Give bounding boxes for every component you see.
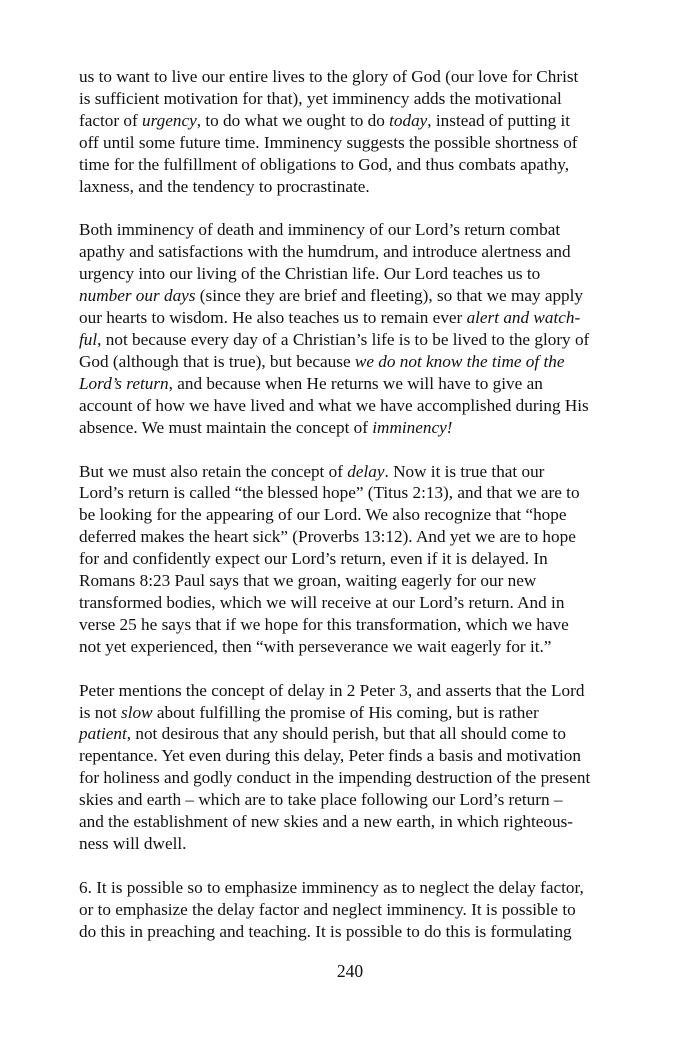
text-line: [79, 461, 639, 483]
text-line: [79, 132, 639, 154]
text-segment: us to want to live our entire lives to the glory of God (our love for Christ: [79, 67, 579, 86]
italic-text-segment: delay: [347, 461, 385, 481]
text-line: [79, 351, 639, 373]
text-segment: not yet experienced, then “with perseverance we wait eagerly for it.”: [79, 636, 552, 656]
text-segment: urgency into our living of the Christian life. Our Lord teaches us to: [79, 264, 541, 284]
text-segment: or to emphasize the delay factor and neglect imminency. It is possible to: [79, 899, 576, 919]
text-line: [79, 219, 639, 241]
paragraph: [79, 219, 639, 438]
text-line: [79, 176, 639, 198]
text-segment: 6. It is possible so to emphasize imminency as to neglect the delay factor,: [79, 877, 584, 897]
text-segment: is sufficient motivation for that), yet imminency adds the motivational: [79, 88, 562, 108]
text-segment: , to do what we ought to do: [196, 110, 390, 130]
text-segment: skies and earth – which are to take place following our Lord’s return –: [79, 790, 563, 810]
text-line: [79, 811, 639, 833]
text-line: [79, 154, 639, 176]
text-line: [79, 723, 639, 745]
text-segment: and the establishment of new skies and a new earth, in which righteous-: [79, 812, 574, 832]
text-line: [79, 877, 639, 899]
italic-text-segment: alert and watch-: [466, 308, 581, 328]
paragraph: [79, 461, 639, 658]
text-line: [79, 66, 639, 88]
text-segment: be looking for the appearing of our Lord. We also recognize that “hope: [79, 505, 567, 525]
italic-text-segment: ful: [79, 329, 98, 349]
text-line: [79, 241, 639, 263]
paragraph: [79, 877, 639, 943]
text-segment: repentance. Yet even during this delay, Peter finds a basis and motivation: [79, 746, 581, 766]
text-line: [79, 548, 639, 570]
text-segment: absence. We must maintain the concept of: [79, 417, 373, 437]
text-line: [79, 88, 639, 110]
text-segment: Both imminency of death and imminency of our Lord’s return combat: [79, 220, 561, 240]
text-line: [79, 614, 639, 636]
text-segment: God (although that is true), but because: [79, 351, 355, 371]
text-segment: for and confidently expect our Lord’s return, even if it is delayed. In: [79, 549, 548, 569]
italic-text-segment: patient: [79, 724, 127, 744]
paragraph: [79, 680, 639, 855]
paragraph: [79, 66, 639, 197]
text-line: [79, 833, 639, 855]
text-segment: laxness, and the tendency to procrastinate.: [79, 176, 370, 196]
text-line: [79, 395, 639, 417]
text-segment: time for the fulfillment of obligations to God, and thus combats apathy,: [79, 154, 570, 174]
text-segment: , instead of putting it: [427, 110, 571, 130]
text-line: [79, 307, 639, 329]
text-line: [79, 745, 639, 767]
text-segment: for holiness and godly conduct in the impending destruction of the present: [79, 768, 591, 788]
text-line: [79, 110, 639, 132]
text-segment: . Now it is true that our: [384, 461, 545, 481]
text-segment: our hearts to wisdom. He also teaches us to remain ever: [79, 308, 467, 328]
text-segment: , not desirous that any should perish, but that all should come to: [126, 724, 566, 744]
italic-text-segment: imminency!: [372, 417, 453, 437]
text-segment: deferred makes the heart sick” (Proverbs 13:12). And yet we are to hope: [79, 527, 576, 547]
text-line: [79, 570, 639, 592]
text-segment: verse 25 he says that if we hope for this transformation, which we have: [79, 614, 569, 634]
text-segment: , and because when He returns we will have to give an: [168, 373, 543, 393]
text-segment: Peter mentions the concept of delay in 2 Peter 3, and asserts that the Lord: [79, 680, 585, 700]
text-line: [79, 767, 639, 789]
text-line: [79, 680, 639, 702]
body-text: [79, 66, 639, 965]
text-line: [79, 592, 639, 614]
text-line: [79, 263, 639, 285]
text-segment: about fulfilling the promise of His coming, but is rather: [152, 702, 539, 722]
text-line: [79, 789, 639, 811]
text-line: [79, 504, 639, 526]
italic-text-segment: number our days: [79, 286, 196, 306]
text-segment: ness will dwell.: [79, 834, 187, 853]
text-segment: account of how we have lived and what we have accomplished during His: [79, 395, 589, 415]
italic-text-segment: slow: [121, 702, 153, 722]
italic-text-segment: urgency: [142, 110, 197, 130]
text-line: [79, 285, 639, 307]
text-line: [79, 636, 639, 658]
text-line: [79, 373, 639, 395]
text-line: [79, 526, 639, 548]
text-line: [79, 702, 639, 724]
text-segment: But we must also retain the concept of: [79, 461, 348, 481]
italic-text-segment: today: [389, 110, 428, 130]
text-segment: apathy and satisfactions with the humdrum, and introduce alertness and: [79, 242, 571, 262]
text-segment: do this in preaching and teaching. It is possible to do this is formulating: [79, 921, 572, 941]
text-line: [79, 329, 639, 351]
text-line: [79, 482, 639, 504]
italic-text-segment: Lord’s return: [79, 373, 169, 393]
text-segment: is not: [79, 702, 122, 722]
text-segment: factor of: [79, 110, 142, 130]
text-segment: (since they are brief and fleeting), so that we may apply: [195, 286, 584, 306]
italic-text-segment: we do not know the time of the: [354, 351, 565, 371]
text-line: [79, 921, 639, 943]
text-segment: transformed bodies, which we will receive at our Lord’s return. And in: [79, 592, 565, 612]
text-line: [79, 417, 639, 439]
text-segment: , not because every day of a Christian’s life is to be lived to the glory of: [97, 329, 590, 349]
text-segment: Lord’s return is called “the blessed hope” (Titus 2:13), and that we are to: [79, 483, 580, 503]
text-line: [79, 899, 639, 921]
page-number: 240: [336, 961, 364, 981]
text-segment: Romans 8:23 Paul says that we groan, waiting eagerly for our new: [79, 571, 537, 591]
text-segment: off until some future time. Imminency suggests the possible shortness of: [79, 132, 578, 152]
